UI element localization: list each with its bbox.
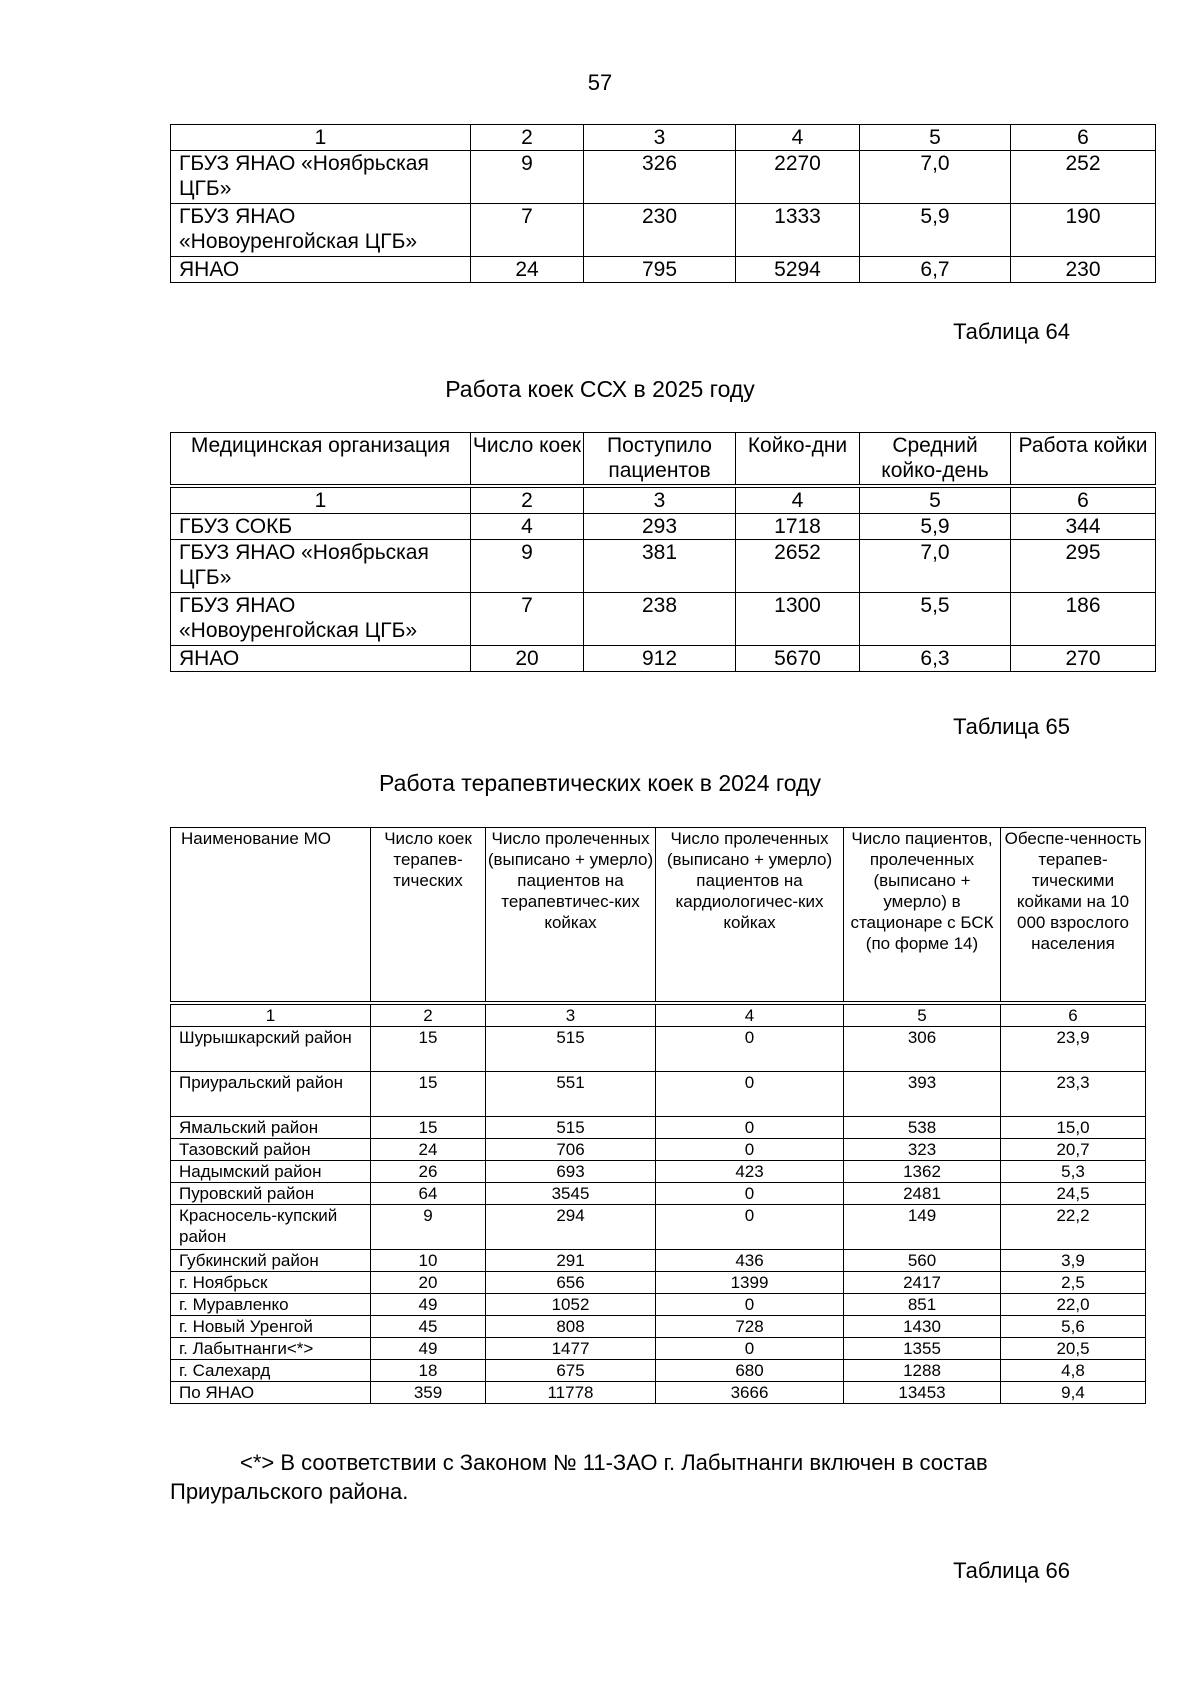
value-cell: 538 [844, 1116, 1001, 1138]
value-cell: 7,0 [860, 151, 1011, 204]
value-cell: 0 [656, 1138, 844, 1160]
value-cell: 6,7 [860, 257, 1011, 283]
value-cell: 0 [656, 1182, 844, 1204]
municipality-cell: г. Ноябрьск [171, 1271, 371, 1293]
value-cell: 1718 [736, 513, 860, 539]
header-number: 3 [584, 125, 736, 151]
table-row [171, 1293, 1146, 1315]
value-cell: 7,0 [860, 539, 1011, 592]
municipality-cell: г. Новый Уренгой [171, 1315, 371, 1337]
value-cell: 5670 [736, 645, 860, 671]
value-cell: 551 [486, 1071, 656, 1116]
table-row [171, 1160, 1146, 1182]
column-header: Работа койки [1011, 433, 1156, 486]
table-number-row [171, 1003, 1146, 1027]
value-cell: 230 [1011, 257, 1156, 283]
header-number: 1 [171, 486, 471, 514]
column-header: Средний койко-день [860, 433, 1011, 486]
value-cell: 252 [1011, 151, 1156, 204]
org-cell: ЯНАО [171, 257, 471, 283]
column-header: Обеспе-ченность терапев-тическими койками на 10 000 взрослого населения [1001, 828, 1146, 1003]
value-cell: 4 [471, 513, 584, 539]
column-header: Число пролеченных (выписано + умерло) пациентов на кардиологичес-ких койках [656, 828, 844, 1003]
value-cell: 912 [584, 645, 736, 671]
value-cell: 186 [1011, 592, 1156, 645]
table-row [171, 257, 1156, 283]
value-cell: 359 [371, 1381, 486, 1403]
municipality-cell: Губкинский район [171, 1249, 371, 1271]
table-row [171, 1182, 1146, 1204]
value-cell: 0 [656, 1293, 844, 1315]
value-cell: 693 [486, 1160, 656, 1182]
value-cell: 293 [584, 513, 736, 539]
municipality-cell: г. Лабытнанги<*> [171, 1337, 371, 1359]
table-row [171, 645, 1156, 671]
value-cell: 24 [371, 1138, 486, 1160]
value-cell: 1355 [844, 1337, 1001, 1359]
value-cell: 9 [471, 151, 584, 204]
value-cell: 0 [656, 1071, 844, 1116]
value-cell: 22,2 [1001, 1204, 1146, 1249]
value-cell: 2481 [844, 1182, 1001, 1204]
header-number: 5 [860, 486, 1011, 514]
table-row [171, 1138, 1146, 1160]
column-header: Число пролеченных (выписано + умерло) пациентов на терапевтичес-ких койках [486, 828, 656, 1003]
value-cell: 3545 [486, 1182, 656, 1204]
value-cell: 13453 [844, 1381, 1001, 1403]
municipality-cell: Шурышкарский район [171, 1026, 371, 1071]
municipality-cell: Приуральский район [171, 1071, 371, 1116]
value-cell: 23,3 [1001, 1071, 1146, 1116]
value-cell: 381 [584, 539, 736, 592]
table-title-65: Работа терапевтических коек в 2024 году [379, 770, 821, 796]
value-cell: 2652 [736, 539, 860, 592]
org-cell: ГБУЗ СОКБ [171, 513, 471, 539]
value-cell: 15 [371, 1071, 486, 1116]
value-cell: 15 [371, 1026, 486, 1071]
municipality-cell: Ямальский район [171, 1116, 371, 1138]
table-row [171, 204, 1156, 257]
header-number: 3 [486, 1003, 656, 1027]
table-number-row [171, 486, 1156, 514]
value-cell: 23,9 [1001, 1026, 1146, 1071]
table-row [171, 151, 1156, 204]
value-cell: 3666 [656, 1381, 844, 1403]
municipality-cell: г. Салехард [171, 1359, 371, 1381]
table-header-row [171, 828, 1146, 1003]
table-row [171, 1116, 1146, 1138]
table-row [171, 592, 1156, 645]
value-cell: 680 [656, 1359, 844, 1381]
header-number: 6 [1011, 125, 1156, 151]
table-row [171, 539, 1156, 592]
value-cell: 323 [844, 1138, 1001, 1160]
value-cell: 1399 [656, 1271, 844, 1293]
value-cell: 270 [1011, 645, 1156, 671]
page-number: 57 [587, 70, 613, 95]
header-number: 6 [1011, 486, 1156, 514]
value-cell: 26 [371, 1160, 486, 1182]
column-header: Число пациентов, пролеченных (выписано + умерло) в стационаре с БСК (по форме 14) [844, 828, 1001, 1003]
value-cell: 808 [486, 1315, 656, 1337]
table-row [171, 1271, 1146, 1293]
value-cell: 11778 [486, 1381, 656, 1403]
header-number: 5 [844, 1003, 1001, 1027]
table-row [171, 1026, 1146, 1071]
table-row [171, 1204, 1146, 1249]
value-cell: 515 [486, 1116, 656, 1138]
continued-table [170, 124, 1156, 283]
table-caption-65: Таблица 65 [953, 714, 1070, 739]
value-cell: 18 [371, 1359, 486, 1381]
value-cell: 238 [584, 592, 736, 645]
table-row [171, 1249, 1146, 1271]
table-64 [170, 432, 1156, 672]
value-cell: 149 [844, 1204, 1001, 1249]
value-cell: 45 [371, 1315, 486, 1337]
org-cell: ГБУЗ ЯНАО «Ноябрьская ЦГБ» [171, 151, 471, 204]
value-cell: 49 [371, 1293, 486, 1315]
header-number: 2 [471, 125, 584, 151]
value-cell: 5,9 [860, 204, 1011, 257]
table-row [171, 1381, 1146, 1403]
header-number: 1 [171, 125, 471, 151]
value-cell: 9,4 [1001, 1381, 1146, 1403]
municipality-cell: Тазовский район [171, 1138, 371, 1160]
table-number-row [171, 125, 1156, 151]
value-cell: 4,8 [1001, 1359, 1146, 1381]
value-cell: 0 [656, 1026, 844, 1071]
value-cell: 728 [656, 1315, 844, 1337]
value-cell: 291 [486, 1249, 656, 1271]
value-cell: 20 [471, 645, 584, 671]
header-number: 3 [584, 486, 736, 514]
org-cell: ЯНАО [171, 645, 471, 671]
table-title-64: Работа коек ССХ в 2025 году [445, 376, 755, 402]
header-number: 2 [371, 1003, 486, 1027]
value-cell: 393 [844, 1071, 1001, 1116]
value-cell: 1430 [844, 1315, 1001, 1337]
value-cell: 15 [371, 1116, 486, 1138]
table-header-row [171, 433, 1156, 486]
table-caption-66: Таблица 66 [953, 1558, 1070, 1583]
value-cell: 5294 [736, 257, 860, 283]
value-cell: 230 [584, 204, 736, 257]
column-header: Поступило пациентов [584, 433, 736, 486]
value-cell: 24,5 [1001, 1182, 1146, 1204]
column-header: Число коек терапев-тических [371, 828, 486, 1003]
value-cell: 0 [656, 1337, 844, 1359]
value-cell: 1288 [844, 1359, 1001, 1381]
value-cell: 1300 [736, 592, 860, 645]
value-cell: 20,5 [1001, 1337, 1146, 1359]
value-cell: 294 [486, 1204, 656, 1249]
value-cell: 9 [371, 1204, 486, 1249]
value-cell: 64 [371, 1182, 486, 1204]
municipality-cell: Пуровский район [171, 1182, 371, 1204]
value-cell: 5,9 [860, 513, 1011, 539]
column-header: Наименование МО [171, 828, 371, 1003]
value-cell: 15,0 [1001, 1116, 1146, 1138]
municipality-cell: г. Муравленко [171, 1293, 371, 1315]
value-cell: 9 [471, 539, 584, 592]
table-row [171, 1337, 1146, 1359]
column-header: Медицинская организация [171, 433, 471, 486]
value-cell: 2,5 [1001, 1271, 1146, 1293]
value-cell: 22,0 [1001, 1293, 1146, 1315]
header-number: 4 [736, 125, 860, 151]
value-cell: 10 [371, 1249, 486, 1271]
value-cell: 515 [486, 1026, 656, 1071]
value-cell: 24 [471, 257, 584, 283]
table-row [171, 513, 1156, 539]
value-cell: 423 [656, 1160, 844, 1182]
value-cell: 5,5 [860, 592, 1011, 645]
value-cell: 190 [1011, 204, 1156, 257]
table-65 [170, 827, 1146, 1404]
header-number: 6 [1001, 1003, 1146, 1027]
value-cell: 5,6 [1001, 1315, 1146, 1337]
value-cell: 7 [471, 204, 584, 257]
value-cell: 326 [584, 151, 736, 204]
value-cell: 49 [371, 1337, 486, 1359]
value-cell: 344 [1011, 513, 1156, 539]
header-number: 2 [471, 486, 584, 514]
value-cell: 3,9 [1001, 1249, 1146, 1271]
header-number: 5 [860, 125, 1011, 151]
value-cell: 295 [1011, 539, 1156, 592]
value-cell: 5,3 [1001, 1160, 1146, 1182]
value-cell: 851 [844, 1293, 1001, 1315]
column-header: Число коек [471, 433, 584, 486]
value-cell: 656 [486, 1271, 656, 1293]
table-row [171, 1071, 1146, 1116]
column-header: Койко-дни [736, 433, 860, 486]
value-cell: 0 [656, 1116, 844, 1138]
header-number: 1 [171, 1003, 371, 1027]
value-cell: 1477 [486, 1337, 656, 1359]
municipality-cell: По ЯНАО [171, 1381, 371, 1403]
table-row [171, 1359, 1146, 1381]
value-cell: 306 [844, 1026, 1001, 1071]
header-number: 4 [736, 486, 860, 514]
org-cell: ГБУЗ ЯНАО «Ноябрьская ЦГБ» [171, 539, 471, 592]
value-cell: 1052 [486, 1293, 656, 1315]
value-cell: 675 [486, 1359, 656, 1381]
org-cell: ГБУЗ ЯНАО «Новоуренгойская ЦГБ» [171, 204, 471, 257]
value-cell: 1333 [736, 204, 860, 257]
value-cell: 2417 [844, 1271, 1001, 1293]
table-caption-64: Таблица 64 [953, 319, 1070, 344]
value-cell: 706 [486, 1138, 656, 1160]
value-cell: 20 [371, 1271, 486, 1293]
value-cell: 560 [844, 1249, 1001, 1271]
value-cell: 6,3 [860, 645, 1011, 671]
value-cell: 7 [471, 592, 584, 645]
org-cell: ГБУЗ ЯНАО «Новоуренгойская ЦГБ» [171, 592, 471, 645]
header-number: 4 [656, 1003, 844, 1027]
value-cell: 795 [584, 257, 736, 283]
value-cell: 436 [656, 1249, 844, 1271]
municipality-cell: Красносель-купский район [171, 1204, 371, 1249]
value-cell: 2270 [736, 151, 860, 204]
value-cell: 0 [656, 1204, 844, 1249]
municipality-cell: Надымский район [171, 1160, 371, 1182]
value-cell: 20,7 [1001, 1138, 1146, 1160]
table-row [171, 1315, 1146, 1337]
value-cell: 1362 [844, 1160, 1001, 1182]
footnote: <*> В соответствии с Законом № 11-ЗАО г. Лабытнанги включен в состав Приуральского района. [170, 1450, 988, 1504]
